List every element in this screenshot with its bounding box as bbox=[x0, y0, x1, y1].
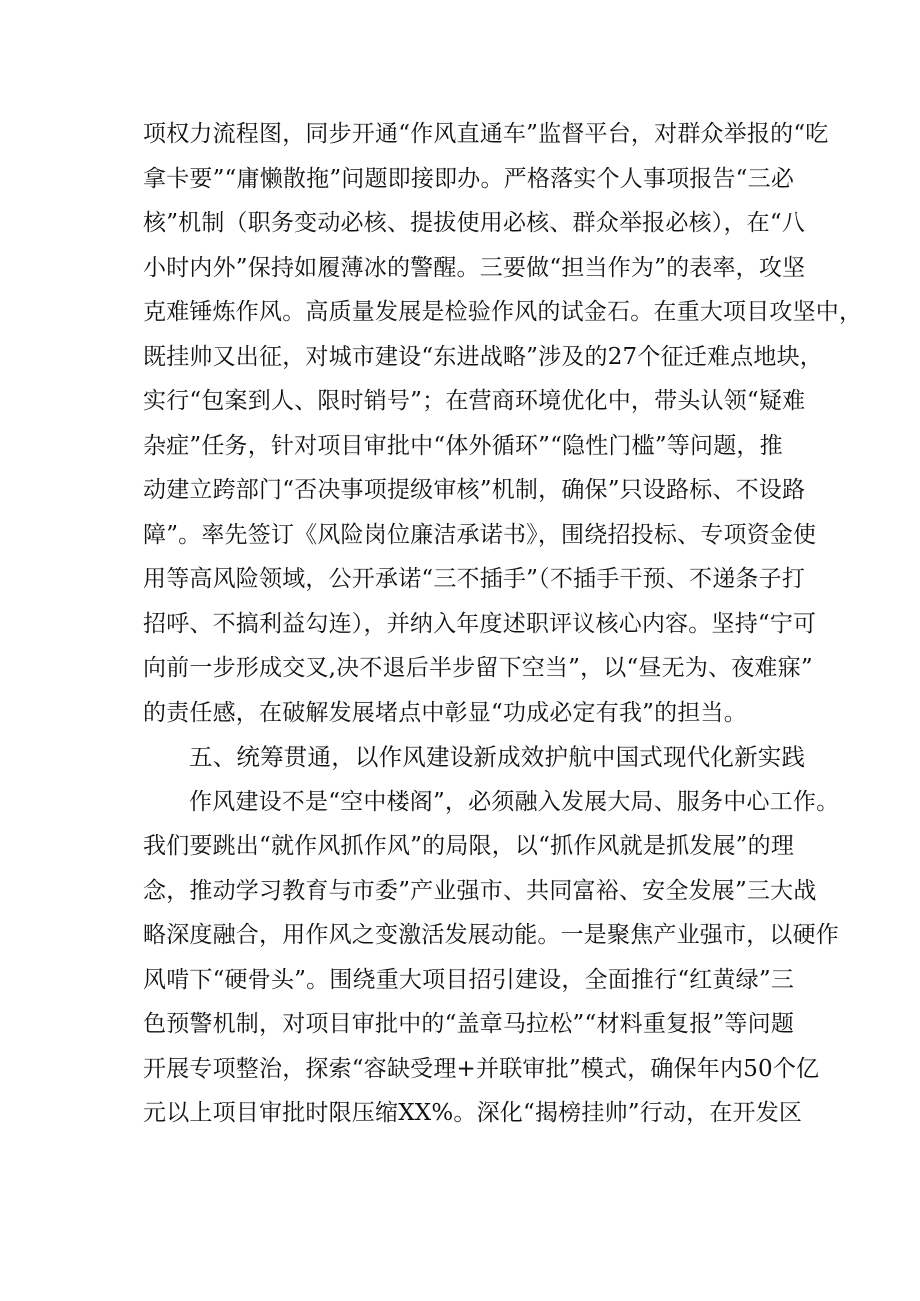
paragraph-line: 障”。率先签订《风险岗位廉洁承诺书》，围绕招投标、专项资金使 bbox=[143, 521, 817, 548]
paragraph-line: 克难锤炼作风。高质量发展是检验作风的试金石。在重大项目攻坚中， bbox=[143, 299, 863, 325]
paragraph-line: 招呼、不搞利益勾连），并纳入年度述职评议核心内容。坚持“宁可 bbox=[143, 610, 817, 637]
paragraph-line: 作风建设不是“空中楼阁”，必须融入发展大局、服务中心工作。 bbox=[189, 788, 840, 815]
paragraph-line: 用等高风险领域，公开承诺“三不插手”（不插手干预、不递条子打 bbox=[143, 566, 806, 592]
paragraph-line: 念，推动学习教育与市委”产业强市、共同富裕、安全发展”三大战 bbox=[143, 877, 817, 904]
paragraph-line: 向前一步形成交叉,决不退后半步留下空当”，以“昼无为、夜难寐” bbox=[143, 655, 813, 681]
document-body bbox=[143, 112, 863, 1136]
paragraph-line: 色预警机制，对项目审批中的“盖章马拉松”“材料重复报”等问题 bbox=[143, 1011, 795, 1037]
paragraph-line: 动建立跨部门“否决事项提级审核”机制，确保”只设路标、不设路 bbox=[143, 477, 806, 503]
paragraph-line: 风啃下“硬骨头”。围绕重大项目招引建设，全面推行“红黄绿”三 bbox=[143, 966, 795, 993]
paragraph-line: 略深度融合，用作风之变激活发展动能。一是聚焦产业强市，以硬作 bbox=[143, 922, 839, 948]
paragraph-line: 小时内外”保持如履薄冰的警醒。三要做“担当作为”的表率，攻坚 bbox=[143, 254, 806, 281]
paragraph-line: 核”机制（职务变动必核、提拔使用必核、群众举报必核），在“八 bbox=[143, 210, 806, 236]
paragraph-line: 项权力流程图，同步开通“作风直通车”监督平台，对群众举报的“吃 bbox=[143, 121, 829, 147]
section-heading: 五、统筹贯通，以作风建设新成效护航中国式现代化新实践 bbox=[189, 743, 806, 771]
paragraph-line: 既挂帅又出征，对城市建设“东进战略”涉及的27个征迁难点地块， bbox=[143, 343, 823, 370]
paragraph-line: 杂症”任务，针对项目审批中“体外循环”“隐性门槛”等问题，推 bbox=[143, 432, 783, 459]
paragraph-line: 的责任感，在破解发展堵点中彰显“功成必定有我”的担当。 bbox=[143, 699, 747, 726]
paragraph-line: 拿卡要”“庸懒散拖”问题即接即办。严格落实个人事项报告“三必 bbox=[143, 165, 795, 192]
paragraph-line: 元以上项目审批时限压缩XX%。深化“揭榜挂帅”行动，在开发区 bbox=[143, 1100, 803, 1126]
paragraph-line: 开展专项整治，探索“容缺受理+并联审批”模式，确保年内50个亿 bbox=[143, 1055, 820, 1082]
paragraph-line: 实行“包案到人、限时销号”；在营商环境优化中，带头认领“疑难 bbox=[143, 388, 806, 414]
paragraph-line: 我们要跳出“就作风抓作风”的局限，以“抓作风就是抓发展”的理 bbox=[143, 833, 795, 859]
